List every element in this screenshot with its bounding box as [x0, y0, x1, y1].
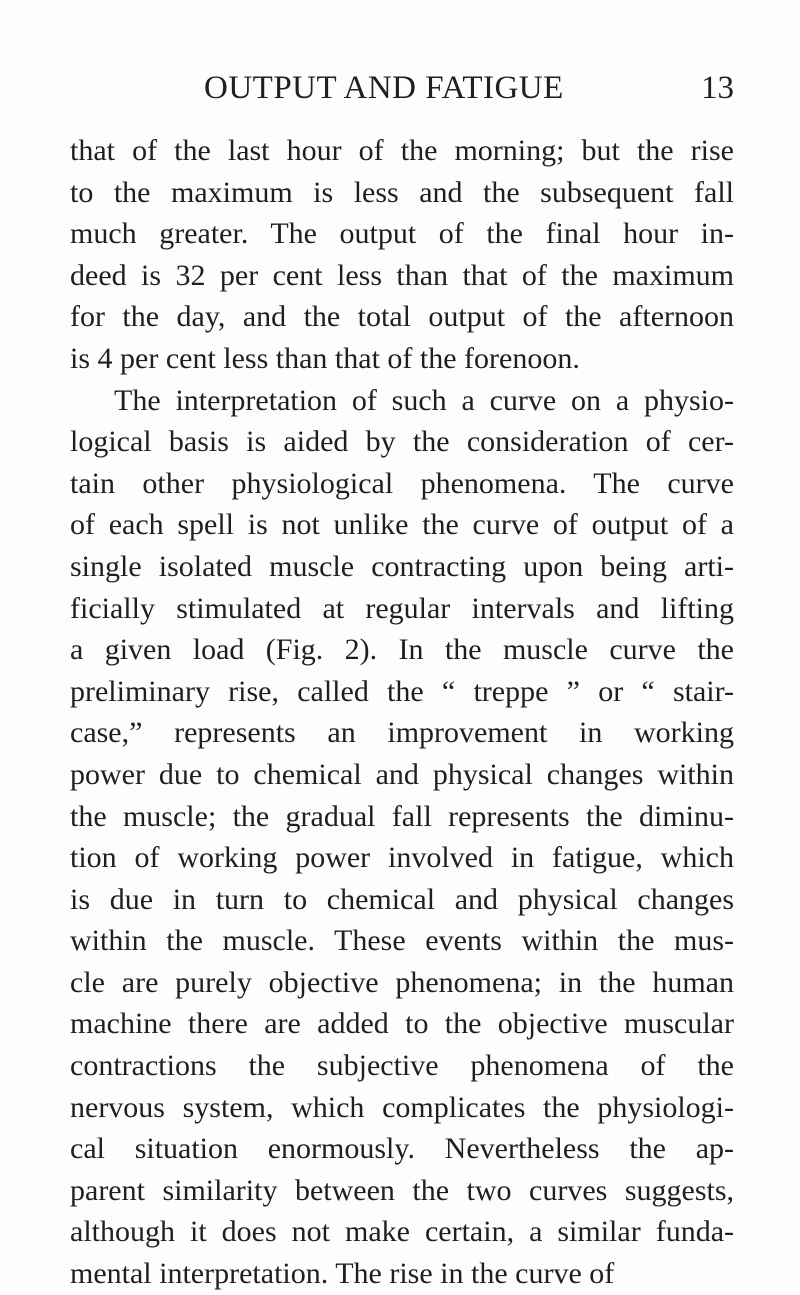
text-line: power due to chemical and physical changes within — [70, 757, 734, 791]
text-line: for the day, and the total output of the afternoon — [70, 300, 734, 334]
text-line: to the maximum is less and the subsequent fall — [70, 175, 734, 209]
text-line: parent similarity between the two curves suggests, — [70, 1173, 734, 1207]
text-line: logical basis is aided by the consideration of cer- — [70, 425, 734, 459]
text-line: single isolated muscle contracting upon being arti- — [70, 549, 734, 583]
text-line: is due in turn to chemical and physical changes — [70, 882, 734, 916]
text-line: ficially stimulated at regular intervals and lifting — [70, 591, 734, 625]
text-line: case,” represents an improvement in working — [70, 716, 734, 750]
text-line: that of the last hour of the morning; but the rise — [70, 134, 734, 167]
body-text — [70, 130, 734, 1295]
text-line: much greater. The output of the final hour in- — [70, 217, 734, 251]
text-line: deed is 32 per cent less than that of the maximum — [70, 258, 734, 292]
text-line: the muscle; the gradual fall represents the diminu- — [70, 799, 734, 833]
text-line: The interpretation of such a curve on a physio- — [114, 383, 734, 417]
running-head — [70, 68, 734, 108]
text-line: tain other physiological phenomena. The curve — [70, 466, 734, 500]
text-line: tion of working power involved in fatigue, which — [70, 841, 734, 875]
running-title: OUTPUT AND FATIGUE — [204, 70, 564, 106]
text-line: within the muscle. These events within the mus- — [70, 924, 734, 958]
text-line: of each spell is not unlike the curve of output of a — [70, 508, 734, 542]
text-line: nervous system, which complicates the physiologi- — [70, 1090, 734, 1124]
text-line: preliminary rise, called the “ treppe ” or “ stair- — [70, 674, 734, 708]
text-line: cle are purely objective phenomena; in the human — [70, 965, 734, 999]
text-line: cal situation enormously. Nevertheless the ap- — [70, 1132, 734, 1166]
text-line: contractions the subjective phenomena of the — [70, 1049, 734, 1083]
text-line: mental interpretation. The rise in the curve of — [70, 1257, 615, 1291]
page-number: 13 — [701, 70, 734, 106]
text-line: is 4 per cent less than that of the forenoon. — [70, 341, 580, 375]
text-line: a given load (Fig. 2). In the muscle curve the — [70, 633, 734, 667]
text-line: although it does not make certain, a similar funda- — [70, 1215, 734, 1249]
text-line: machine there are added to the objective muscular — [70, 1007, 734, 1041]
